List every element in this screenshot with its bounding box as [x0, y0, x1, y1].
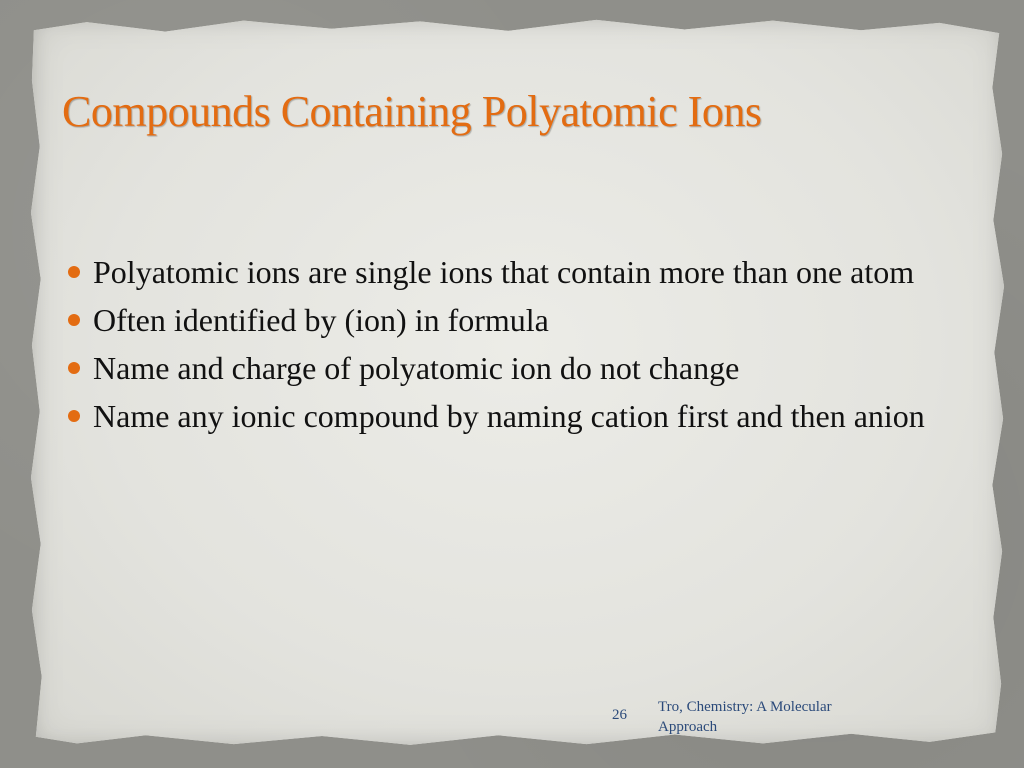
bullet-text: Polyatomic ions are single ions that contain more than one atom [93, 254, 915, 290]
bullet-text: Often identified by (ion) in formula [93, 302, 549, 338]
slide-footer: Tro, Chemistry: A Molecular Approach [658, 699, 832, 735]
slide-page-number: 26 [612, 707, 627, 723]
bullet-item [64, 300, 960, 340]
bullet-dot-icon [68, 314, 80, 326]
bullet-list [64, 252, 960, 444]
slide-title: Compounds Containing Polyatomic Ions [62, 87, 762, 136]
bullet-text: Name any ionic compound by naming cation first and then anion [93, 398, 925, 434]
bullet-dot-icon [68, 410, 80, 422]
bullet-dot-icon [68, 362, 80, 374]
bullet-dot-icon [68, 266, 80, 278]
bullet-item [64, 348, 960, 388]
bullet-text: Name and charge of polyatomic ion do not change [93, 350, 740, 386]
bullet-item [64, 252, 960, 292]
bullet-item [64, 396, 960, 436]
